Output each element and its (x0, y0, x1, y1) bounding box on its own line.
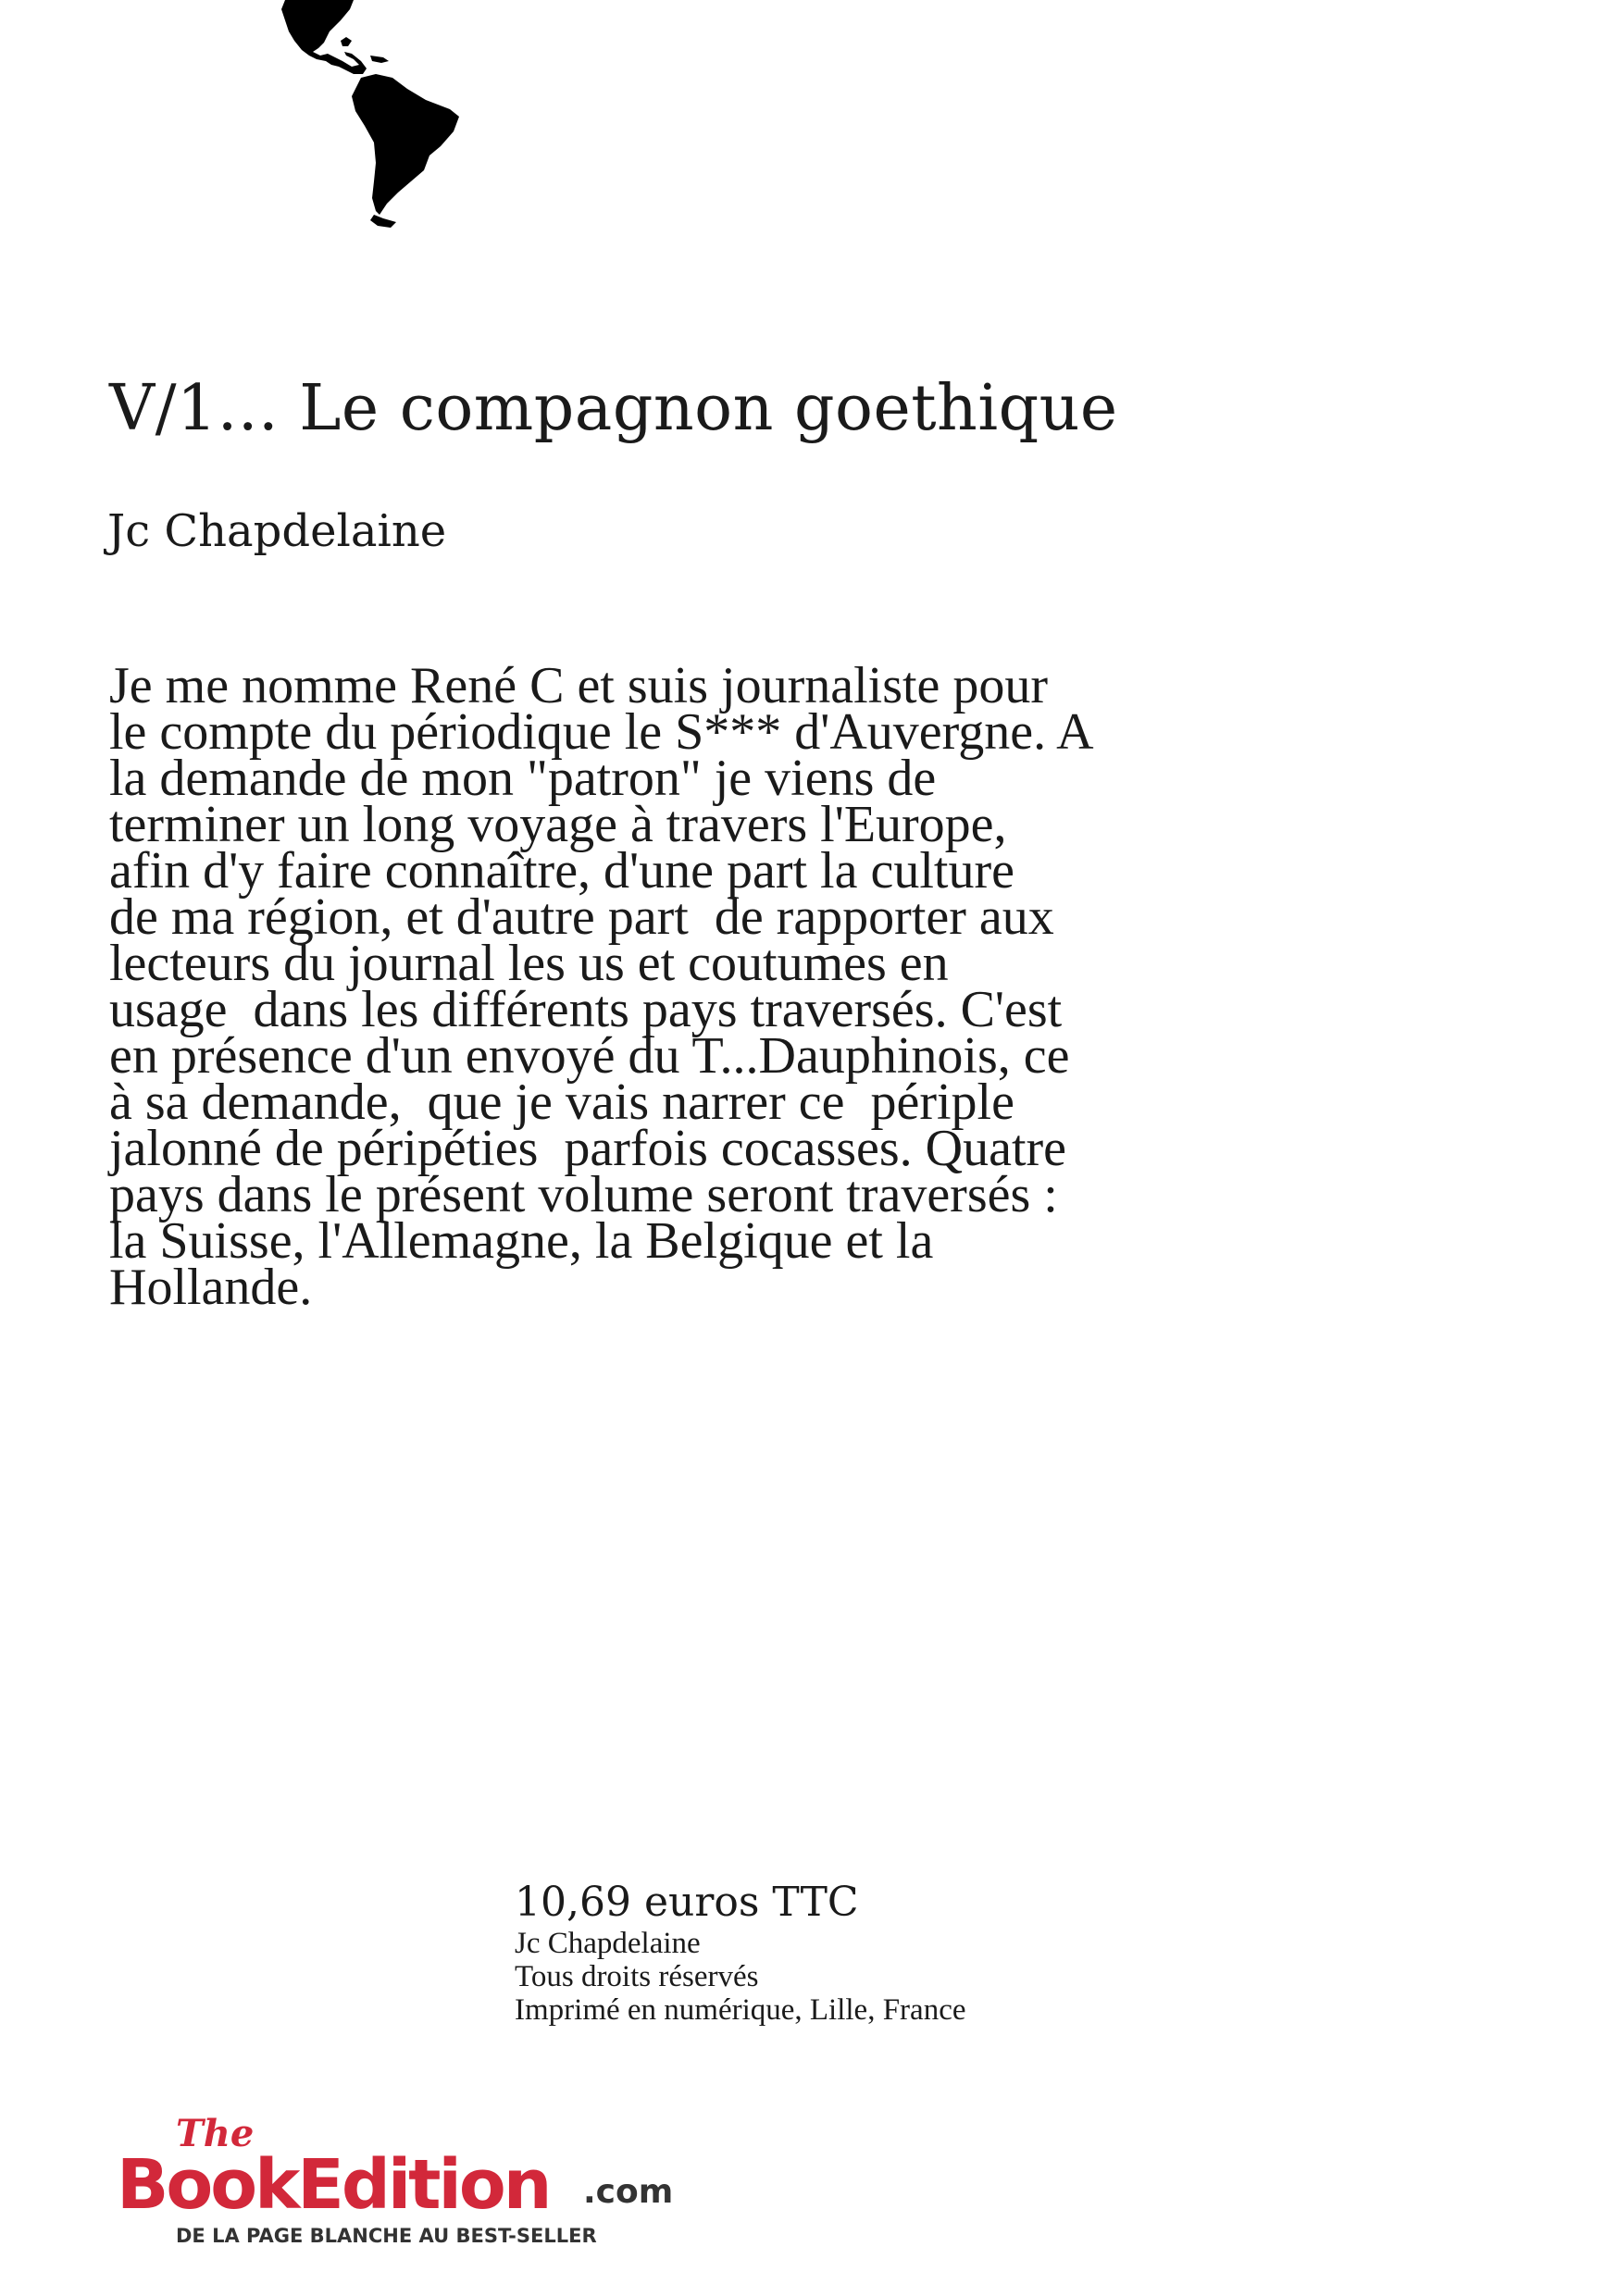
synopsis-line: le compte du périodique le S*** d'Auvergne. A (109, 703, 1094, 761)
synopsis-line: en présence d'un envoyé du T...Dauphinois, ce (109, 1027, 1070, 1085)
synopsis-line: à sa demande, que je vais narrer ce périple (109, 1074, 1014, 1131)
synopsis-line: pays dans le présent volume seront traversés : (109, 1166, 1058, 1223)
synopsis (109, 657, 1248, 1316)
rights-notice: Tous droits réservés (515, 1960, 759, 1993)
imprint-block (515, 1879, 1089, 2027)
synopsis-line: afin d'y faire connaître, d'une part la culture (109, 842, 1014, 900)
logo-tagline: DE LA PAGE BLANCHE AU BEST-SELLER (176, 2225, 597, 2247)
synopsis-line: jalonné de péripéties parfois cocasses. Quatre (109, 1120, 1067, 1177)
synopsis-line: Hollande. (109, 1259, 313, 1316)
synopsis-line: Je me nomme René C et suis journaliste pour (109, 657, 1049, 714)
author-name: Jc Chapdelaine (107, 505, 447, 557)
book-title: V/1... Le compagnon goethique (109, 372, 1118, 445)
synopsis-line: la Suisse, l'Allemagne, la Belgique et la (109, 1212, 934, 1270)
americas-map-icon (268, 0, 491, 231)
synopsis-line: de ma région, et d'autre part de rapporter aux (109, 888, 1054, 946)
logo-domain: .com (583, 2173, 674, 2211)
price: 10,69 euros TTC (515, 1879, 859, 1926)
synopsis-line: usage dans les différents pays traversés. C'est (109, 981, 1063, 1038)
publisher-logo (117, 2112, 672, 2260)
synopsis-line: lecteurs du journal les us et coutumes en (109, 935, 949, 992)
synopsis-line: la demande de mon "patron" je viens de (109, 750, 937, 807)
logo-name: BookEdition (117, 2145, 550, 2225)
printing-info: Imprimé en numérique, Lille, France (515, 1993, 966, 2027)
logo-the: The (176, 2112, 255, 2155)
synopsis-line: terminer un long voyage à travers l'Europe, (109, 796, 1007, 853)
imprint-author: Jc Chapdelaine (515, 1927, 701, 1960)
